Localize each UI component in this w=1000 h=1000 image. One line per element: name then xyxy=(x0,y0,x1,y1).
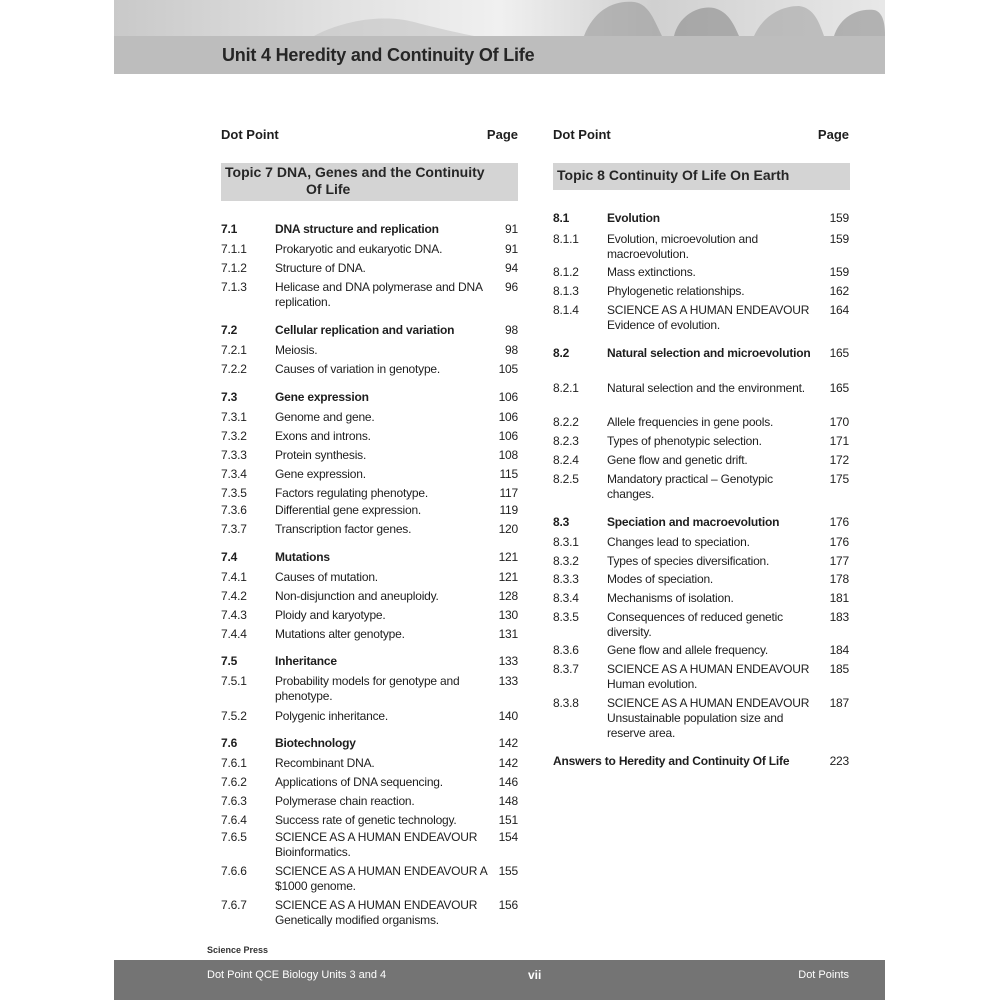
topic-8-heading xyxy=(553,163,850,190)
page-number: 119 xyxy=(499,503,518,517)
page-number: 181 xyxy=(829,591,849,605)
page-number: 156 xyxy=(498,898,518,912)
page-number: 94 xyxy=(505,261,518,275)
page-number: 159 xyxy=(829,232,849,246)
page-number: 170 xyxy=(829,415,849,429)
page-number: 155 xyxy=(498,864,518,878)
page-number: 142 xyxy=(498,756,518,770)
page-number: 133 xyxy=(498,674,518,688)
dot-point-title: SCIENCE AS A HUMAN ENDEAVOUR Human evolution. xyxy=(607,662,810,691)
dot-point-title: Gene expression. xyxy=(275,467,366,481)
dot-point-title: Transcription factor genes. xyxy=(275,522,412,536)
dot-point-title: Consequences of reduced genetic diversity. xyxy=(607,610,783,639)
topic-7-heading xyxy=(221,163,518,201)
column-header xyxy=(221,127,519,142)
page-number: 115 xyxy=(499,467,518,481)
page-number: 177 xyxy=(829,554,849,568)
footer-page-number: vii xyxy=(528,968,542,982)
dot-point-number: 7.6.6 xyxy=(221,864,247,878)
dot-point-number: 7.3.4 xyxy=(221,467,247,481)
page-number: 165 xyxy=(829,381,849,395)
dot-point-number: 7.2.1 xyxy=(221,343,247,357)
dot-point-number: 7.3.1 xyxy=(221,410,247,424)
dot-point-title: Natural selection and microevolution xyxy=(607,346,811,360)
dot-point-title: Exons and introns. xyxy=(275,429,371,443)
page-number: 98 xyxy=(505,323,518,337)
dot-point-title: Mandatory practical – Genotypic changes. xyxy=(607,472,773,501)
dot-point-number: 8.3.4 xyxy=(553,591,579,605)
page-number: 187 xyxy=(829,696,849,710)
dot-point-title: Types of phenotypic selection. xyxy=(607,434,762,448)
page-number: 120 xyxy=(498,522,518,536)
dot-point-number: 8.2.1 xyxy=(553,381,579,395)
page-number: 121 xyxy=(498,570,518,584)
dot-point-title: SCIENCE AS A HUMAN ENDEAVOUR A $1000 genome. xyxy=(275,864,487,893)
page-number: 96 xyxy=(505,280,518,294)
page-number: 184 xyxy=(829,643,849,657)
dot-point-title: Biotechnology xyxy=(275,736,356,750)
footer-series-name: Dot Points xyxy=(798,969,849,981)
dot-point-number: 7.5 xyxy=(221,654,238,668)
page-number: 130 xyxy=(498,608,518,622)
dot-point-number: 8.2 xyxy=(553,346,570,360)
page-number: 117 xyxy=(499,486,518,500)
dot-point-number: 8.2.3 xyxy=(553,434,579,448)
dot-point-title: Polymerase chain reaction. xyxy=(275,794,415,808)
dot-point-title: Differential gene expression. xyxy=(275,503,422,517)
dot-point-number: 7.6.1 xyxy=(221,756,247,770)
dot-point-title: Prokaryotic and eukaryotic DNA. xyxy=(275,242,443,256)
dot-point-number: 7.6.3 xyxy=(221,794,247,808)
page-number: 146 xyxy=(498,775,518,789)
page-number: 178 xyxy=(829,572,849,586)
page-number: 165 xyxy=(829,346,849,360)
dot-point-number: 7.6.4 xyxy=(221,813,247,827)
dot-point-number: 7.4 xyxy=(221,550,238,564)
publisher-name: Science Press xyxy=(207,945,269,955)
dot-point-number: 7.5.1 xyxy=(221,674,247,688)
dot-point-number: 7.4.3 xyxy=(221,608,247,622)
dot-point-title: Allele frequencies in gene pools. xyxy=(607,415,774,429)
page-number: 142 xyxy=(498,736,518,750)
dot-point-title: Causes of mutation. xyxy=(275,570,378,584)
dot-point-number: 7.6.2 xyxy=(221,775,247,789)
dot-point-number: 8.1.3 xyxy=(553,284,579,298)
column-header xyxy=(553,127,850,142)
dot-point-number: 7.1.1 xyxy=(221,242,247,256)
dot-point-title: Inheritance xyxy=(275,654,337,668)
page-number: 176 xyxy=(829,535,849,549)
page-number: 162 xyxy=(829,284,849,298)
dot-point-number: 8.3 xyxy=(553,515,570,529)
page-number: 106 xyxy=(498,429,518,443)
dot-point-number: 8.1.2 xyxy=(553,265,579,279)
dot-point-title: Polygenic inheritance. xyxy=(275,709,389,723)
dot-point-number: 8.1.1 xyxy=(553,232,579,246)
page-number: 154 xyxy=(498,830,518,844)
page-number: 91 xyxy=(505,222,518,236)
dot-point-title: Ploidy and karyotype. xyxy=(275,608,386,622)
dot-point-title: Evolution xyxy=(607,211,660,225)
dot-point-number: 8.3.7 xyxy=(553,662,579,676)
dot-point-heading: Dot Point xyxy=(221,127,279,142)
dot-point-title: SCIENCE AS A HUMAN ENDEAVOUR Evidence of evolution. xyxy=(607,303,810,332)
page-number: 183 xyxy=(829,610,849,624)
dot-point-number: 8.3.8 xyxy=(553,696,579,710)
page-number: 128 xyxy=(498,589,518,603)
dot-point-title: SCIENCE AS A HUMAN ENDEAVOUR Unsustainable population size and reserve area. xyxy=(607,696,810,740)
page-number: 105 xyxy=(498,362,518,376)
header-banner-image xyxy=(114,0,885,36)
page-number: 171 xyxy=(829,434,849,448)
dot-point-title: Changes lead to speciation. xyxy=(607,535,750,549)
dot-point-title: Mechanisms of isolation. xyxy=(607,591,734,605)
dot-point-title: Mutations alter genotype. xyxy=(275,627,405,641)
dot-point-title: DNA structure and replication xyxy=(275,222,439,236)
dot-point-title: Factors regulating phenotype. xyxy=(275,486,428,500)
dot-point-number: 7.1.2 xyxy=(221,261,247,275)
dot-point-title: Structure of DNA. xyxy=(275,261,366,275)
dot-point-title: Mutations xyxy=(275,550,330,564)
dot-point-title: Natural selection and the environment. xyxy=(607,381,805,395)
page-number: 172 xyxy=(829,453,849,467)
page-number: 91 xyxy=(505,242,518,256)
page-number: 140 xyxy=(498,709,518,723)
dot-point-number: 7.6 xyxy=(221,736,238,750)
page-number: 133 xyxy=(498,654,518,668)
dot-point-title: Helicase and DNA polymerase and DNA replication. xyxy=(275,280,483,309)
dot-point-number: 8.3.2 xyxy=(553,554,579,568)
dot-point-title: Types of species diversification. xyxy=(607,554,770,568)
page-number: 121 xyxy=(498,550,518,564)
dot-point-title: Non-disjunction and aneuploidy. xyxy=(275,589,439,603)
dot-point-title: Evolution, microevolution and macroevolution. xyxy=(607,232,758,261)
dot-point-number: 7.4.2 xyxy=(221,589,247,603)
dot-point-title: Phylogenetic relationships. xyxy=(607,284,745,298)
dot-point-number: 7.4.1 xyxy=(221,570,247,584)
dot-point-title: Meiosis. xyxy=(275,343,318,357)
dot-point-title: Gene expression xyxy=(275,390,369,404)
page-number: 159 xyxy=(829,265,849,279)
page-heading: Page xyxy=(817,127,849,142)
unit-title-bar xyxy=(114,36,885,74)
dot-point-number: 7.1.3 xyxy=(221,280,247,294)
page-number: 175 xyxy=(829,472,849,486)
page-footer xyxy=(114,960,885,1000)
footer-book-title: Dot Point QCE Biology Units 3 and 4 xyxy=(207,969,387,981)
dot-point-title: Mass extinctions. xyxy=(607,265,696,279)
dot-point-title: Gene flow and genetic drift. xyxy=(607,453,748,467)
dot-point-title: Speciation and macroevolution xyxy=(607,515,780,529)
dot-point-number: 7.3.2 xyxy=(221,429,247,443)
dot-point-title: SCIENCE AS A HUMAN ENDEAVOUR Genetically modified organisms. xyxy=(275,898,478,927)
dot-point-number: 7.3.7 xyxy=(221,522,247,536)
dot-point-title: SCIENCE AS A HUMAN ENDEAVOUR Bioinformatics. xyxy=(275,830,478,859)
dot-point-number: 7.6.5 xyxy=(221,830,247,844)
page-number: 106 xyxy=(498,410,518,424)
dot-point-heading: Dot Point xyxy=(553,127,611,142)
dot-point-title: Recombinant DNA. xyxy=(275,756,375,770)
page-number: 185 xyxy=(829,662,849,676)
dot-point-number: 7.1 xyxy=(221,222,238,236)
dot-point-title: Probability models for genotype and phenotype. xyxy=(275,674,460,703)
dot-point-title: Cellular replication and variation xyxy=(275,323,455,337)
dot-point-number: 8.2.4 xyxy=(553,453,579,467)
dot-point-number: 7.3 xyxy=(221,390,238,404)
dot-point-number: 7.2.2 xyxy=(221,362,247,376)
dot-point-title: Genome and gene. xyxy=(275,410,375,424)
dot-point-number: 8.1.4 xyxy=(553,303,579,317)
dot-point-number: 7.3.3 xyxy=(221,448,247,462)
page-heading: Page xyxy=(486,127,518,142)
dot-point-number: 7.2 xyxy=(221,323,238,337)
dot-point-number: 8.3.1 xyxy=(553,535,579,549)
unit-title: Unit 4 Heredity and Continuity Of Life xyxy=(222,45,535,65)
page-number: 176 xyxy=(829,515,849,529)
dot-point-title: Modes of speciation. xyxy=(607,572,714,586)
dot-point-title: Protein synthesis. xyxy=(275,448,367,462)
topic-7-title-line-1: Topic 7 DNA, Genes and the Continuity xyxy=(225,164,485,180)
dot-point-number: 8.3.3 xyxy=(553,572,579,586)
page-number: 223 xyxy=(829,754,849,768)
dot-point-title: Gene flow and allele frequency. xyxy=(607,643,769,657)
page-number: 131 xyxy=(498,627,518,641)
dot-point-title: Causes of variation in genotype. xyxy=(275,362,441,376)
page-number: 151 xyxy=(498,813,518,827)
topic-8-title: Topic 8 Continuity Of Life On Earth xyxy=(557,167,790,183)
dot-point-title: Answers to Heredity and Continuity Of Life xyxy=(553,754,790,768)
dot-point-number: 7.6.7 xyxy=(221,898,247,912)
dot-point-title: Success rate of genetic technology. xyxy=(275,813,457,827)
dot-point-number: 8.2.5 xyxy=(553,472,579,486)
page-number: 159 xyxy=(829,211,849,225)
dot-point-number: 7.3.5 xyxy=(221,486,247,500)
page-number: 108 xyxy=(498,448,518,462)
page-number: 164 xyxy=(829,303,849,317)
page-number: 98 xyxy=(505,343,518,357)
dot-point-number: 7.4.4 xyxy=(221,627,247,641)
dot-point-number: 7.5.2 xyxy=(221,709,247,723)
dot-point-number: 8.1 xyxy=(553,211,570,225)
page-number: 106 xyxy=(498,390,518,404)
dot-point-number: 7.3.6 xyxy=(221,503,247,517)
dot-point-number: 8.3.5 xyxy=(553,610,579,624)
page-number: 148 xyxy=(498,794,518,808)
topic-7-title-line-2: Of Life xyxy=(306,181,351,197)
dot-point-title: Applications of DNA sequencing. xyxy=(275,775,443,789)
dot-point-number: 8.3.6 xyxy=(553,643,579,657)
dot-point-number: 8.2.2 xyxy=(553,415,579,429)
